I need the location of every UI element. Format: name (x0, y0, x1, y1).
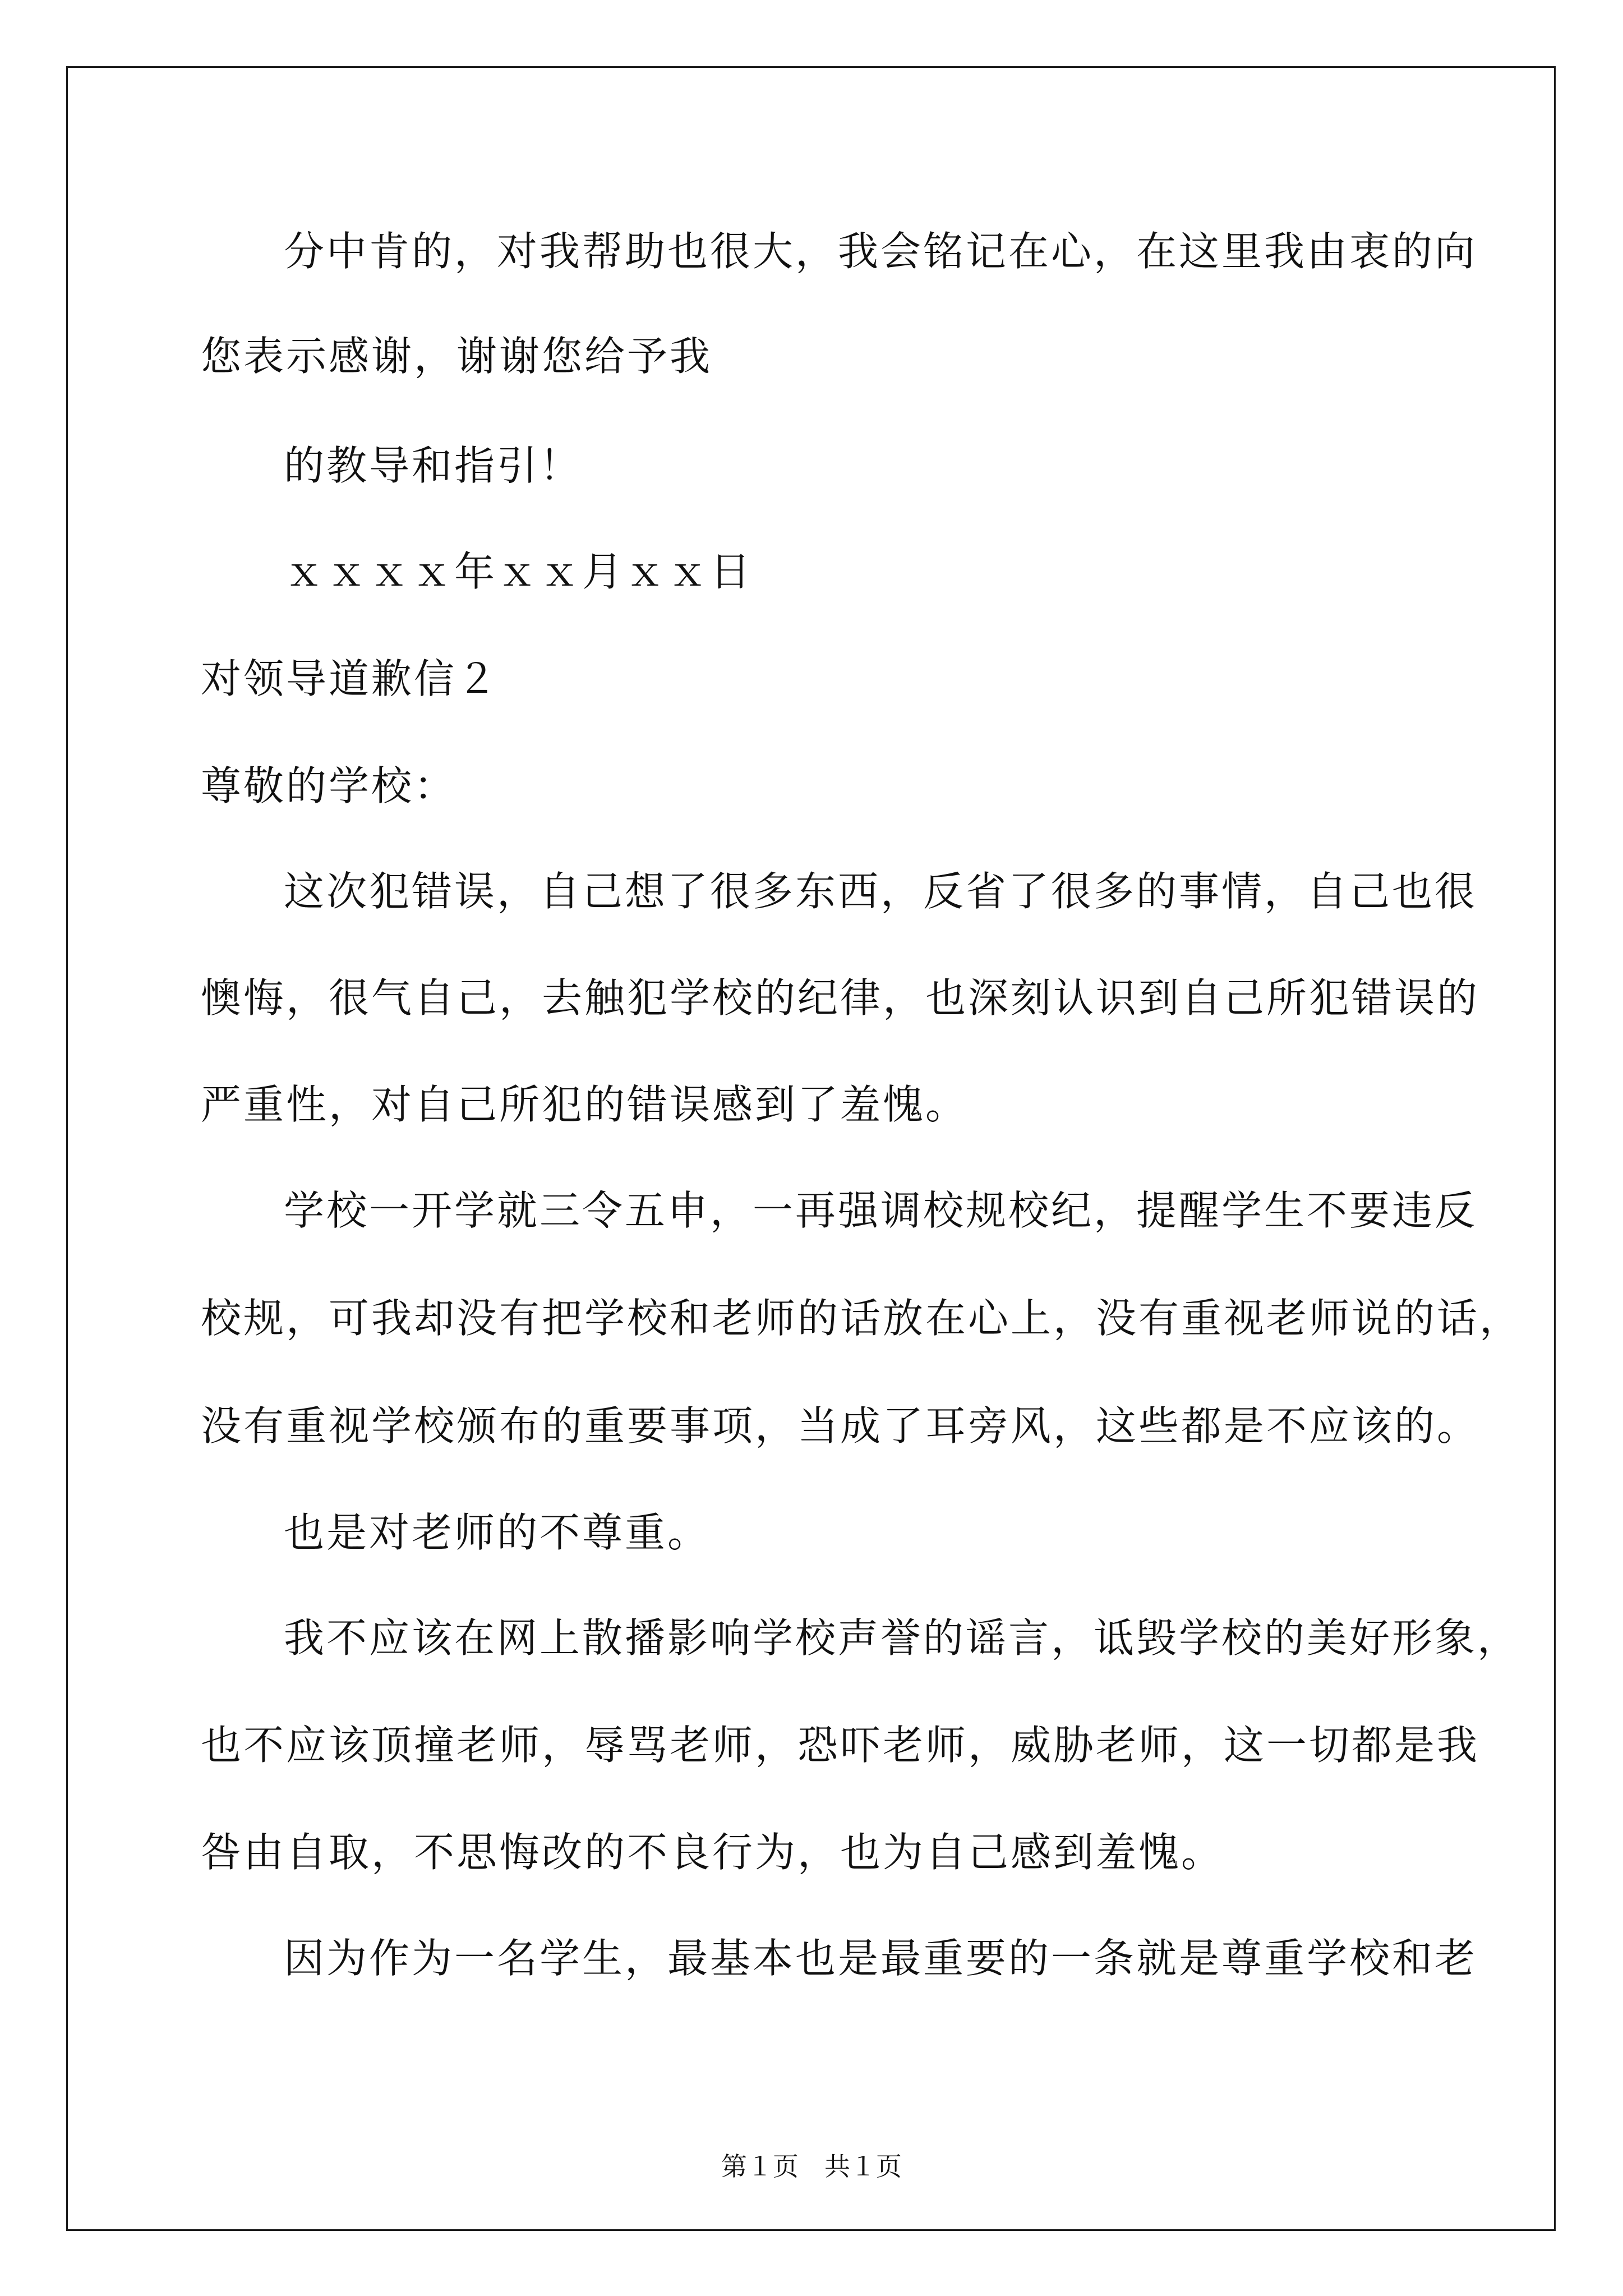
text-line: 也是对老师的不尊重。 (284, 1509, 711, 1556)
text-line: 懊悔，很气自己，去触犯学校的纪律，也深刻认识到自己所犯错误的 (201, 974, 1480, 1022)
text-line: 也不应该顶撞老师，辱骂老师，恐吓老师，威胁老师，这一切都是我 (201, 1722, 1480, 1769)
text-line: 的教导和指引！ (284, 442, 583, 489)
text-line: 校规，可我却没有把学校和老师的话放在心上，没有重视老师说的话， (201, 1295, 1523, 1342)
date-line: ｘｘｘｘ年ｘｘ月ｘｘ日 (284, 548, 753, 595)
text-line: 这次犯错误，自己想了很多东西，反省了很多的事情，自己也很 (284, 868, 1478, 915)
text-line: 您表示感谢，谢谢您给予我 (201, 333, 713, 380)
text-line: 没有重视学校颁布的重要事项，当成了耳旁风，这些都是不应该的。 (201, 1402, 1480, 1450)
page-footer: 第１页 共１页 (721, 2151, 902, 2182)
salutation: 尊敬的学校： (201, 762, 457, 809)
page-border (66, 66, 1556, 2231)
section-title: 对领导道歉信２ (201, 655, 500, 702)
text-line: 因为作为一名学生，最基本也是最重要的一条就是尊重学校和老 (284, 1935, 1478, 1982)
text-line: 咎由自取，不思悔改的不良行为，也为自己感到羞愧。 (201, 1829, 1224, 1876)
text-line: 分中肯的，对我帮助也很大，我会铭记在心，在这里我由衷的向 (284, 228, 1478, 275)
text-line: 学校一开学就三令五申，一再强调校规校纪，提醒学生不要违反 (284, 1187, 1478, 1234)
text-line: 我不应该在网上散播影响学校声誉的谣言，诋毁学校的美好形象， (284, 1614, 1520, 1662)
text-line: 严重性，对自己所犯的错误感到了羞愧。 (201, 1081, 969, 1128)
